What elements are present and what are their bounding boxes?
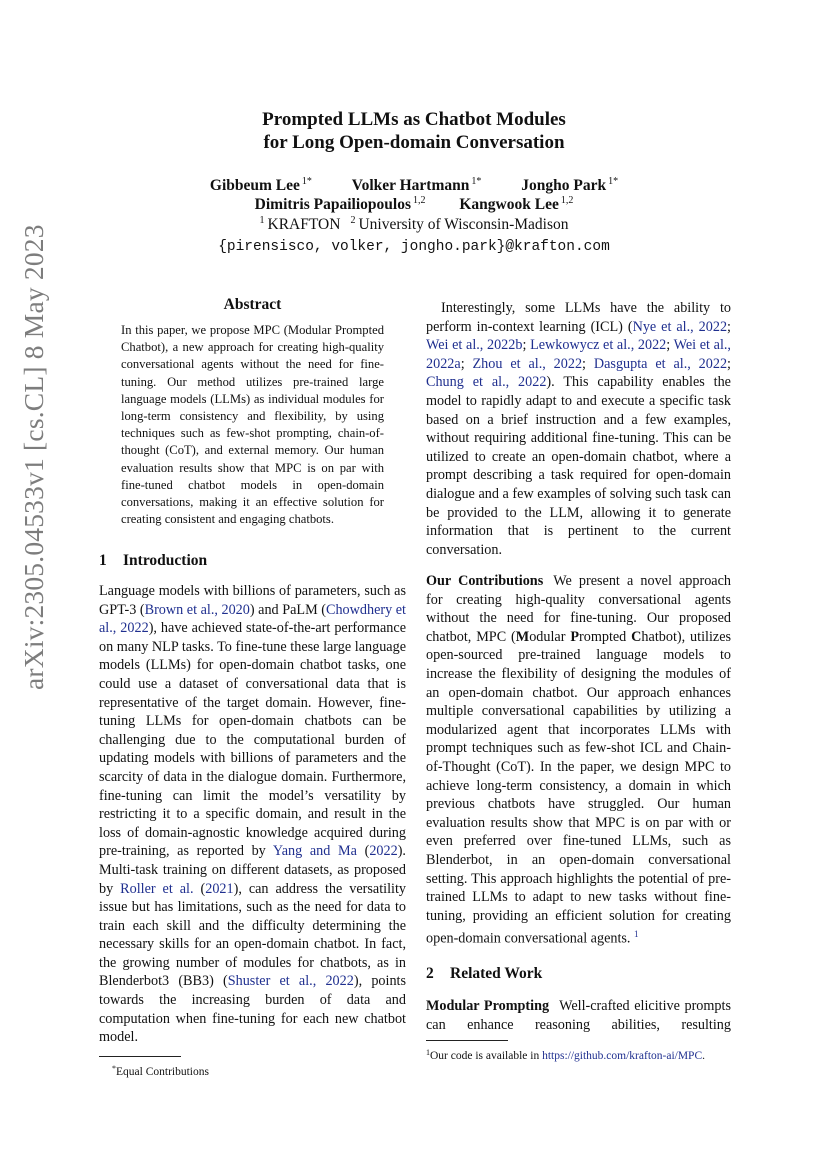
author-name: Volker Hartmann [351,177,470,194]
section-title: Introduction [123,552,208,569]
text-run: ; [460,355,473,372]
author-row-1 [0,176,828,195]
text-run: ), can address the versatility issue but has limitations, such as the need for data to train each skill and the difficulty determining the necessary skills for an open-domain chatbot. In fact, the growing number of modules for chatbots, as in Blenderbot3 (BB3) ( [99,880,406,990]
author-name: Jongho Park [521,177,607,194]
text-run: ), have achieved state-of-the-art performance on many NLP tasks. To fine-tune these large language models (LLMs) for open-domain chatbot tasks, one could use a dataset of conversational data that is representative of the target domain. However, fine-tuning LLMs for open-domain chatbots can be challenging due to the computational burden of updating models with billions of parameters and the scarcity of data in the dialogue domain. Furthermore, fine-tuning can limit the model’s versatility by restricting it to a specific domain, and result in the loss of domain-agnostic knowledge acquired during pre-training, as reported by [99,620,406,860]
introduction-paragraph [99,582,406,1047]
footnote-mark: * [112,1064,116,1073]
author-1 [210,176,312,195]
author-mark: 1* [471,176,482,187]
affiliation-name: KRAFTON [267,216,341,233]
author-row-2 [0,195,828,214]
affiliation-mark: 1 [259,215,265,226]
code-link[interactable]: https://github.com/krafton-ai/MPC [542,1050,703,1062]
author-2 [352,176,482,195]
citation-link[interactable]: Wei et al., 2022b [426,337,523,354]
citation-link[interactable]: Brown et al., 2020 [144,601,250,618]
abstract-text: In this paper, we propose MPC (Modular Prompted Chatbot), a new approach for creating high-quality conversational agents without the need for fine-tuning. Our method utilizes pre-trained large language models (LLMs) as individual modules for long-term consistency and flexibility, by using techniques such as few-shot prompting, chain-of-thought (CoT), and external memory. Our human evaluation results show that MPC is on par with fine-tuned chatbot models in open-domain conversations, making it an effective solution for creating consistent and engaging chatbots. [121,323,384,527]
footnote-text: . [702,1050,706,1062]
text-run: ), points towards the increasing burden of data and computation when fine-tuning for each new chatbot model. [99,973,406,1046]
text-run: ; [522,337,531,354]
paragraph-text: Well-crafted elicitive prompts can enhance reasoning abilities, resulting [426,998,731,1033]
author-5 [459,195,573,214]
citation-link[interactable]: Lewkowycz et al., 2022 [530,337,667,354]
citation-link[interactable]: Wei et al., 2022a [426,337,731,372]
author-name: Kangwook Lee [459,196,559,213]
run-in-heading: Modular Prompting [426,998,550,1014]
author-emails: {pirensisco, volker, jongho.park}@krafton.com [218,239,610,255]
footnote-text: Our code is available in [430,1050,543,1062]
affiliations [0,215,828,234]
citation-link[interactable]: 2022 [369,843,398,860]
text-run: rompted [579,628,632,645]
icl-paragraph [426,299,731,559]
author-name: Dimitris Papailiopoulos [254,196,411,213]
section-number: 1 [99,552,107,569]
affiliation-name: University of Wisconsin-Madison [358,216,569,233]
section-title: Related Work [450,965,543,982]
bold-letter: P [570,628,579,645]
citation-link[interactable]: Chung et al., 2022 [426,374,547,391]
footnote-mark: 1 [426,1048,430,1057]
footnote-code-availability [426,1045,731,1064]
citation-link[interactable]: 2021 [205,880,234,897]
author-mark: 1,2 [560,195,574,206]
bold-letter: C [631,628,642,645]
author-4 [255,195,426,214]
citation-link[interactable]: Zhou et al., 2022 [472,355,583,372]
citation-link[interactable]: Nye et al., 2022 [632,318,728,335]
text-run: ) and PaLM ( [249,601,326,618]
text-run: ; [666,337,674,354]
text-run: hatbot), utilizes open-sourced pre-trained language models to increase the flexibility of designing the modules of an open-domain chatbot. Our approach enhances multiple conversational capabilities by utilizing a modularized agent that incorporates LLMs with prompt techniques such as few-shot ICL and Chain-of-Thought (CoT). In the paper, we design MPC to achieve long-term consistency, a domain in which previous chatbots have struggled. Our human evaluation results show that MPC is on par with or even preferred over fine-tuned LLMs, such as Blenderbot, in an open-domain conversational setting. This approach highlights the potential of pre-trained LLMs to adapt to new tasks without fine-tuning, providing an efficient solution for creating open-domain conversational agents. [426,628,732,948]
modular-prompting-paragraph [426,997,731,1034]
footnote-rule [99,1056,181,1057]
footnote-text: Equal Contributions [116,1066,209,1078]
text-run: Interestingly, some LLMs have the ability to perform in-context learning (ICL) ( [426,300,731,335]
contributions-paragraph [426,572,731,949]
author-mark: 1,2 [412,195,426,206]
section-1-heading [99,552,207,570]
paper-title [0,108,828,154]
author-3 [521,176,618,195]
citation-link[interactable]: Yang and Ma [272,843,357,860]
citation-link[interactable]: Roller et al. [120,880,194,897]
citation-link[interactable]: Dasgupta et al., 2022 [593,355,728,372]
footnote-equal-contribution [112,1061,209,1080]
section-2-heading [426,965,542,983]
text-run: We present a novel approach for creating high-quality conversational agents without the need for fine-tuning. Our proposed chatbot, MPC ( [426,573,731,645]
text-run: ). Multi-task training on different datasets, as proposed by [99,843,406,897]
footnote-rule [426,1040,508,1041]
author-name: Gibbeum Lee [209,177,300,194]
affiliation-mark: 2 [350,215,356,226]
arxiv-identifier: arXiv:2305.04533v1 [cs.CL] 8 May 2023 [18,224,49,690]
text-run: ; [727,318,731,335]
abstract-heading: Abstract [223,296,282,313]
text-run: odular [529,628,571,645]
text-run: ). This capability enables the model to rapidly adapt to and execute a specific task based on a brief instruction and a few examples, without requiring additional fine-tuning. This can be utilized to create an open-domain chatbot, where a prompt describing a task required for open-domain dialogue and a few examples of solving such task can be provided to the LLM, allowing it to generate information that is pertinent to the current conversation. [426,374,731,558]
section-number: 2 [426,965,434,982]
citation-link[interactable]: Chowdhery et al., 2022 [99,601,406,637]
author-mark: 1* [608,176,619,187]
text-run: ( [193,880,206,897]
run-in-heading: Our Contributions [426,573,544,589]
title-line-2: for Long Open-domain Conversation [263,132,565,153]
text-run: ; [727,355,731,372]
title-line-1: Prompted LLMs as Chatbot Modules [262,109,566,130]
text-run: Language models with billions of parameters, such as GPT-3 ( [99,583,406,618]
bold-letter: M [515,628,530,645]
text-run: ; [582,355,594,372]
footnote-ref[interactable]: 1 [634,929,639,940]
author-mark: 1* [301,176,312,187]
text-run: ( [356,843,370,860]
citation-link[interactable]: Shuster et al., 2022 [227,973,354,990]
